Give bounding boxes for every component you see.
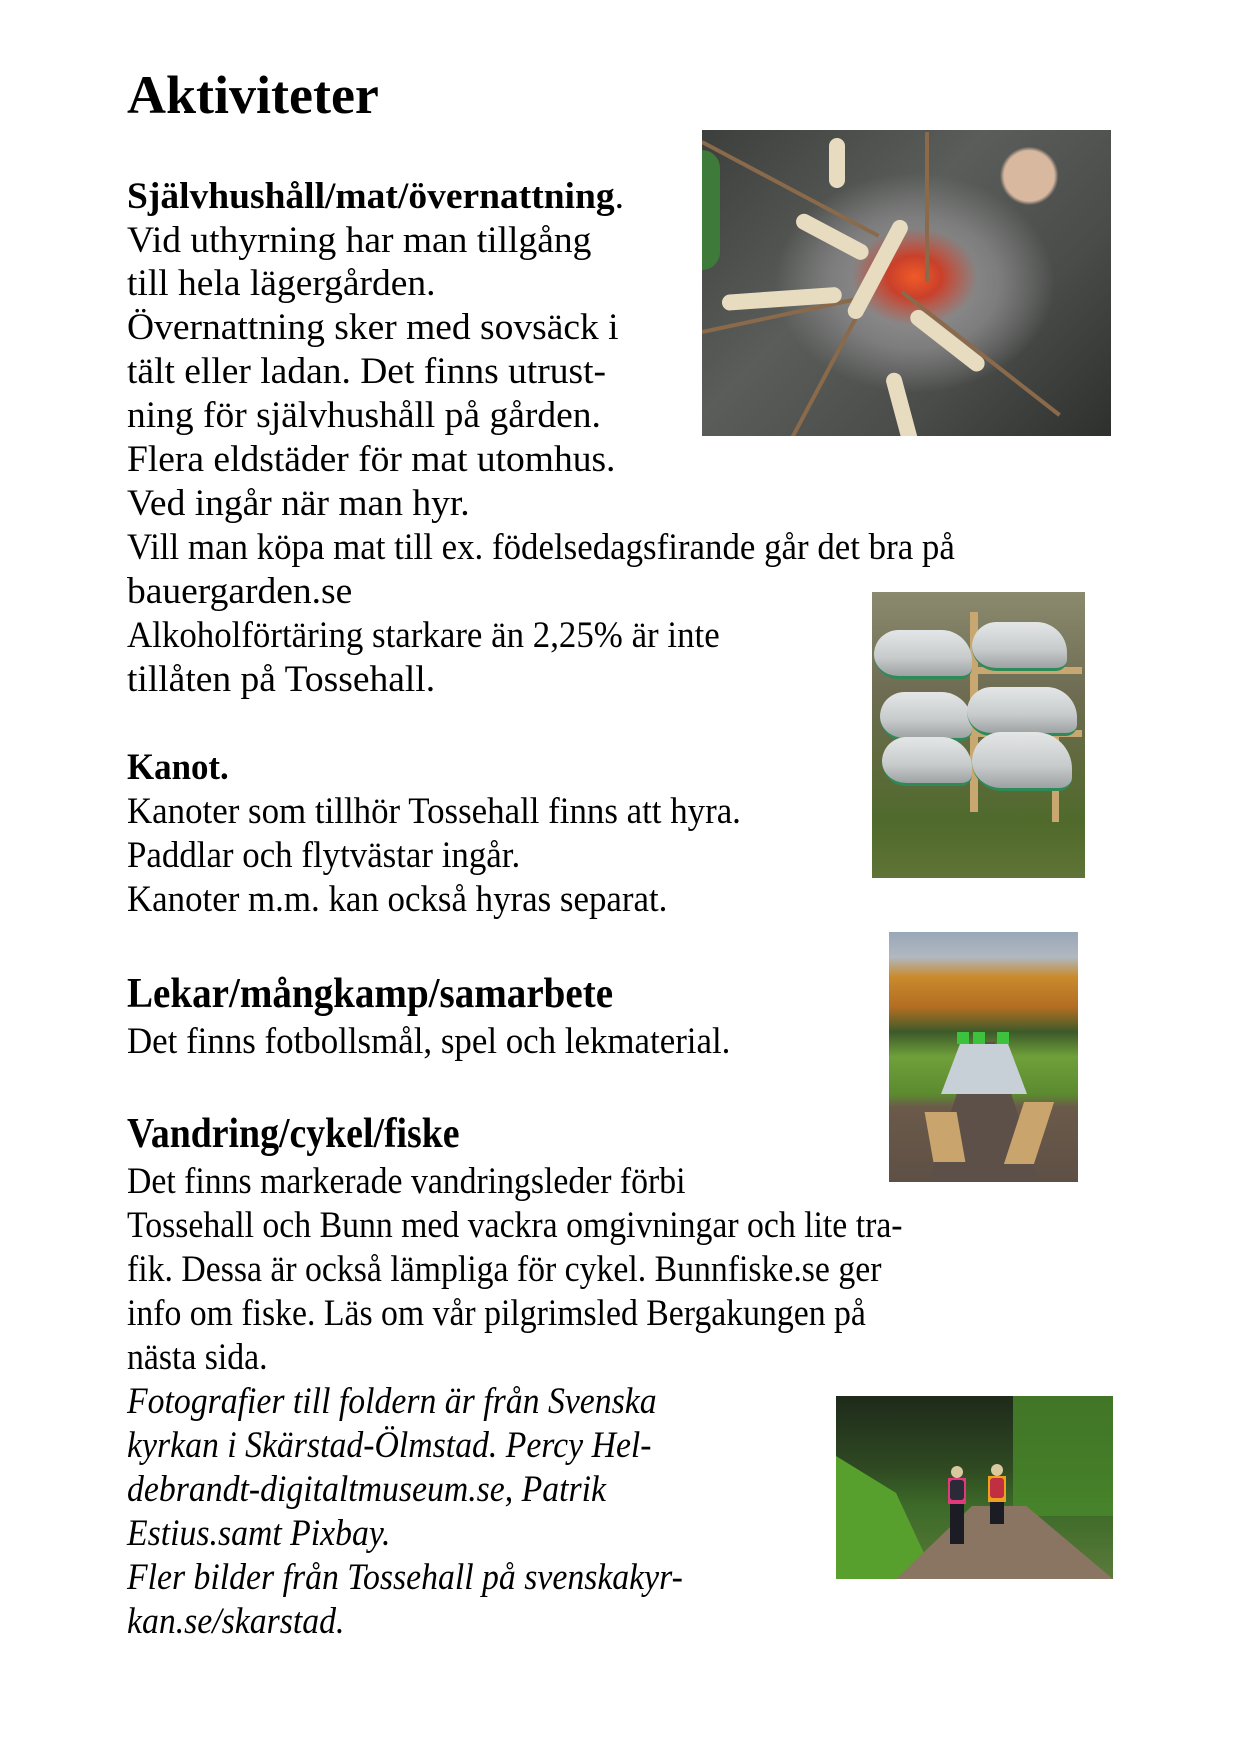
game-table-photo [889, 932, 1078, 1182]
hiker-backpack [990, 1478, 1004, 1498]
hiker-head [951, 1466, 963, 1478]
body-line-link: bauergarden.se [127, 571, 353, 612]
canoe-shape [967, 687, 1077, 736]
section-heading-kanot: Kanot. [127, 747, 229, 788]
stick-bread-shape [884, 371, 920, 436]
credits-line: kan.se/skarstad. [127, 1601, 345, 1642]
page-title: Aktiviteter [127, 65, 379, 125]
canoe-shape [882, 737, 972, 786]
heading-period: . [614, 176, 624, 217]
body-line: till hela lägergården. [127, 263, 436, 304]
heading-text: Självhushåll/mat/övernattning [127, 176, 615, 217]
green-box [957, 1032, 969, 1044]
campfire-photo [702, 130, 1111, 436]
credits-line: Fotografier till foldern är från Svenska [127, 1381, 657, 1422]
hiker-head [991, 1464, 1003, 1476]
body-line: Det finns fotbollsmål, spel och lekmaterial. [127, 1021, 731, 1062]
body-line: tält eller ladan. Det finns utrust- [127, 351, 607, 392]
hiker-figure [946, 1466, 968, 1546]
stick-shape [901, 290, 1061, 416]
body-line: ning för självhushåll på gården. [127, 395, 601, 436]
body-line: tillåten på Tossehall. [127, 659, 436, 700]
body-line: Kanoter som tillhör Tossehall finns att hyra. [127, 791, 741, 832]
body-line: fik. Dessa är också lämpliga för cykel. Bunnfiske.se ger [127, 1249, 882, 1290]
credits-line: debrandt-digitaltmuseum.se, Patrik [127, 1469, 607, 1510]
hiker-backpack [950, 1480, 964, 1500]
foliage-shape [1013, 1396, 1113, 1516]
stick-shape [702, 140, 880, 237]
body-line: Paddlar och flytvästar ingår. [127, 835, 521, 876]
credits-line: Estius.samt Pixbay. [127, 1513, 391, 1554]
section-heading-lekar: Lekar/mångkamp/samarbete [127, 971, 614, 1017]
body-line: Övernattning sker med sovsäck i [127, 307, 619, 348]
hiker-shorts [990, 1502, 1004, 1524]
stick-bread-shape [829, 138, 845, 188]
table-top-shape [941, 1044, 1027, 1094]
credits-line: kyrkan i Skärstad-Ölmstad. Percy Hel- [127, 1425, 652, 1466]
stick-bread-shape [793, 211, 871, 263]
body-line: Vid uthyrning har man tillgång [127, 220, 592, 261]
body-line: Ved ingår när man hyr. [127, 483, 470, 524]
hiker-figure [986, 1464, 1008, 1544]
canoe-shape [972, 732, 1072, 791]
body-line: Alkoholförtäring starkare än 2,25% är inte [127, 615, 720, 656]
body-line: nästa sida. [127, 1337, 268, 1378]
canoe-shape [880, 692, 972, 741]
body-line: info om fiske. Läs om vår pilgrimsled Bergakungen på [127, 1293, 866, 1334]
body-line: Kanoter m.m. kan också hyras separat. [127, 879, 668, 920]
credits-line: Fler bilder från Tossehall på svenskakyr- [127, 1557, 683, 1598]
canoe-rack-photo [872, 592, 1085, 878]
body-line: Vill man köpa mat till ex. födelsedagsfirande går det bra på [127, 527, 955, 568]
stick-shape [925, 132, 929, 282]
leaf-shape [702, 150, 720, 270]
hikers-photo [836, 1396, 1113, 1579]
section-heading-sjalvhushall [127, 175, 624, 219]
body-line: Flera eldstäder för mat utomhus. [127, 439, 616, 480]
canoe-shape [874, 630, 972, 679]
body-line: Det finns markerade vandringsleder förbi [127, 1161, 686, 1202]
section-heading-vandring: Vandring/cykel/fiske [127, 1111, 460, 1157]
stick-bread-shape [907, 307, 988, 375]
canoe-shape [972, 622, 1067, 671]
green-box [997, 1032, 1009, 1044]
hiker-legs [950, 1504, 964, 1544]
green-box [973, 1032, 985, 1044]
body-line: Tossehall och Bunn med vackra omgivningar och lite tra- [127, 1205, 903, 1246]
